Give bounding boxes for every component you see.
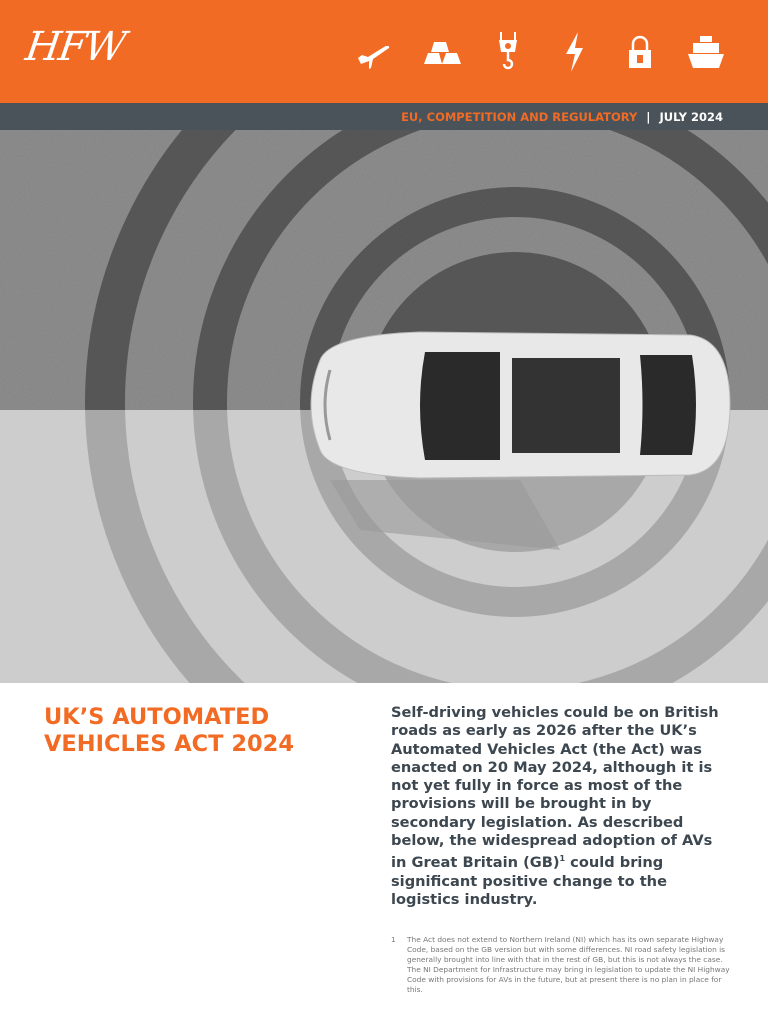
hfw-logo: HFW <box>22 24 127 70</box>
intro-bold: (the Act) <box>592 740 665 758</box>
hero-image-car-on-road <box>0 130 768 683</box>
intro-paragraph <box>391 704 721 909</box>
intro-text: Self-driving vehicles could be on British roads as early as 2026 after the UK’s Automated Vehicles Act <box>391 704 719 758</box>
footnote-number: 1 <box>391 935 396 944</box>
header-banner <box>0 0 768 103</box>
footnote-text: The Act does not extend to Northern Ireland (NI) which has its own separate Highway Code, based on the GB version but with some differences. NI road safety legislation is generally brought into line with that in the rest of GB, but this is not always the case. The NI Department for Infrastructure may bring in legislation to update the NI Highway Code with provisions for AVs in the future, but at present there is no plan in place for this. <box>407 935 730 994</box>
intro-text: could bring significant positive change to the logistics industry. <box>391 854 667 908</box>
ship-icon <box>684 30 728 74</box>
sector-icons <box>354 30 728 74</box>
crane-hook-icon <box>486 30 530 74</box>
padlock-icon <box>618 30 662 74</box>
category-bar <box>0 103 768 130</box>
lightning-icon <box>552 30 596 74</box>
gold-bars-icon <box>420 30 464 74</box>
airplane-icon <box>354 30 398 74</box>
car <box>311 332 730 478</box>
article-title: UK’S AUTOMATED VEHICLES ACT 2024 <box>44 704 294 757</box>
intro-text: was enacted on 20 May 2024, although it is not yet fully in force as most of the provisions will be brought in by secondary legislation. As described below, the widespread adoption of AVs in Great Britain (GB) <box>391 740 713 872</box>
footnote-ref[interactable]: 1 <box>559 854 566 864</box>
date-label: JULY 2024 <box>659 109 723 124</box>
separator: | <box>646 109 651 124</box>
category-label: EU, COMPETITION AND REGULATORY <box>401 109 638 124</box>
footnote <box>391 935 731 995</box>
